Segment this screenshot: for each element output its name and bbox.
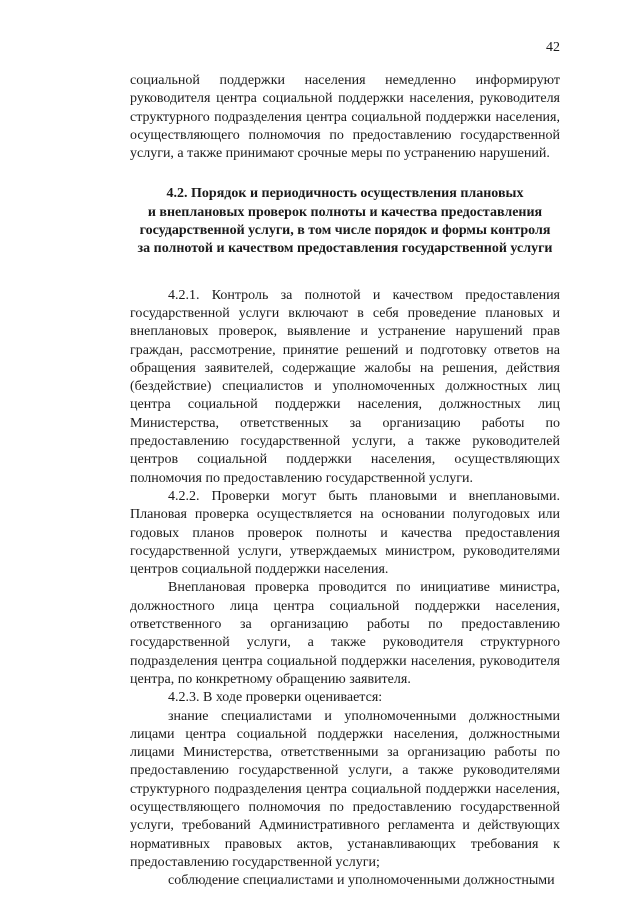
document-body [130, 72, 560, 890]
page-number: 42 [546, 40, 560, 55]
section-heading-line: государственной услуги, в том числе порядок и формы контроля [139, 223, 551, 239]
section-heading-line: 4.2. Порядок и периодичность осуществления плановых [166, 186, 524, 202]
section-heading-line: за полнотой и качеством предоставления государственной услуги [137, 241, 553, 257]
continuation-paragraph: социальной поддержки населения немедленно информируют руководителя центра социальной поддержки населения, руководителя структурного подразделения центра социальной поддержки населения, осуществляющего полномочия по предоставлению государственной услуги, а также принимают срочные меры по устранению нарушений. [130, 73, 560, 162]
section-heading [130, 185, 560, 258]
section-heading-line: и внеплановых проверок полноты и качества предоставления [147, 204, 543, 220]
paragraph-unscheduled-inspection: Внеплановая проверка проводится по инициативе министра, должностного лица центра социальной поддержки населения, ответственного за организацию работы по предоставлению государственной услуги, а также руководителя структурного подразделения центра социальной поддержки населения, руководителя центра, по конкретному обращению заявителя. [130, 580, 560, 687]
paragraph-knowledge-item: знание специалистами и уполномоченными должностными лицами центра социальной поддержки населения, должностными лицами Министерства, ответственными за организацию работы по предоставлению государственной услуги, а также руководителями структурного подразделения центра социальной поддержки населения, осуществляющего полномочия по предоставлению государственной услуги, требований Административного регламента и действующих нормативных правовых актов, устанавливающих требования к предоставлению государственной услуги; [130, 708, 560, 870]
paragraph-compliance-item: соблюдение специалистами и уполномоченными должностными [168, 873, 555, 889]
paragraph-4-2-3: 4.2.3. В ходе проверки оценивается: [168, 690, 383, 706]
paragraph-4-2-1: 4.2.1. Контроль за полнотой и качеством предоставления государственной услуги включают в себя проведение плановых и внеплановых проверок, выявление и устранение нарушений прав граждан, рассмотрение, принятие решений и подготовку ответов на обращения заявителей, содержащие жалобы на решения, действия (бездействие) специалистов и уполномоченных должностных лиц центра социальной поддержки населения, должностных лиц Министерства, ответственных за организацию работы по предоставлению государственной услуги, а также руководителей центров социальной поддержки населения, осуществляющих полномочия по предоставлению государственной услуги. [130, 287, 560, 486]
paragraph-4-2-2: 4.2.2. Проверки могут быть плановыми и внеплановыми. Плановая проверка осуществляется на основании полугодовых или годовых планов проверок полноты и качества предоставления государственной услуги, утверждаемых министром, руководителями центров социальной поддержки населения. [130, 488, 560, 578]
